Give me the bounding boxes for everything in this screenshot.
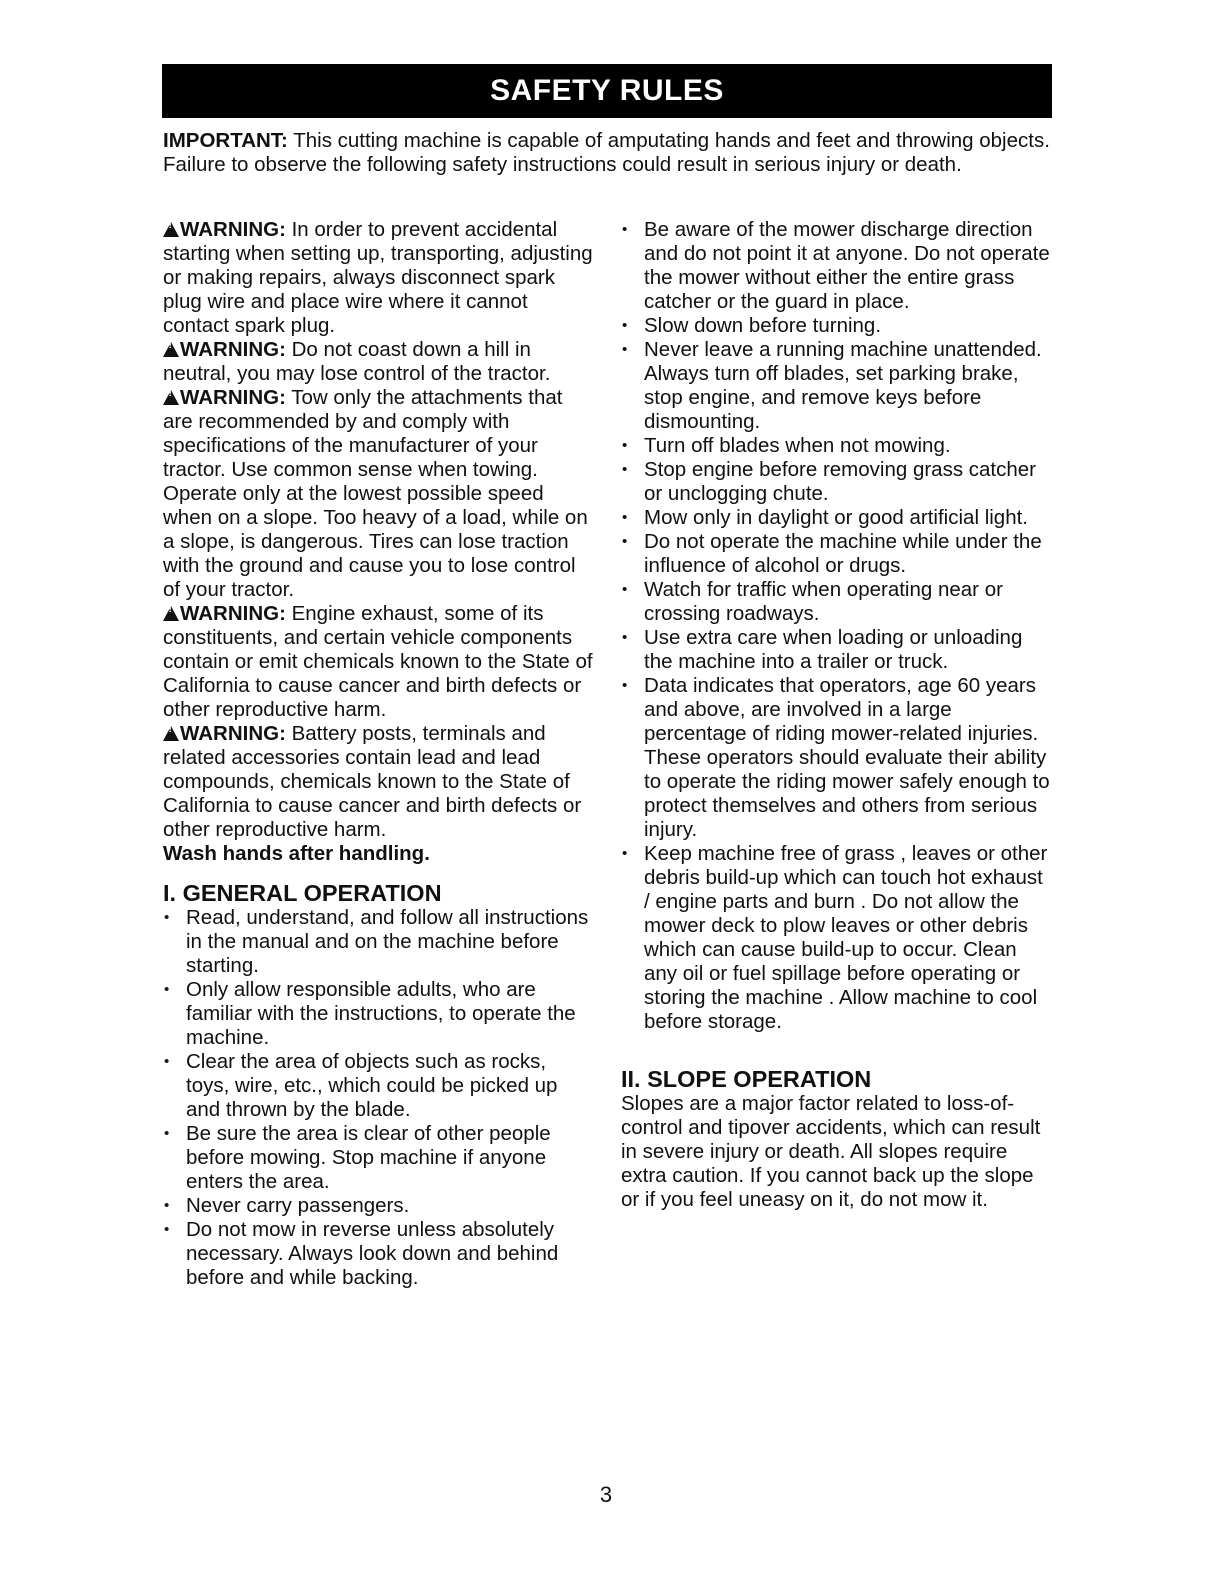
slope-paragraph: Slopes are a major factor related to loss-of-control and tipover accidents, which can result in severe injury or death. All slopes require extra caution. If you cannot back up the slope or if you feel uneasy on it, do not mow it. — [621, 1092, 1041, 1211]
warning-label: WARNING: — [180, 602, 286, 625]
list-item: • Never leave a running machine unattended. Always turn off blades, set parking brake, stop engine, and remove keys before dismounting. — [621, 338, 1053, 434]
list-item: • Do not operate the machine while under the influence of alcohol or drugs. — [621, 530, 1053, 578]
list-item: • Be sure the area is clear of other people before mowing. Stop machine if anyone enters the area. — [163, 1122, 595, 1194]
warning-paragraph — [163, 602, 595, 722]
warning-text: Tow only the attachments that are recommended by and comply with specifications of the manufacturer of your tractor. Use common sense when towing. Operate only at the lowest possible speed when on a slope. Too heavy of a load, while on a slope, is dangerous. Tires can lose traction with the ground and cause you to lose control of your tractor. — [163, 386, 588, 601]
list-item: • Keep machine free of grass , leaves or other debris build-up which can touch hot exhaust / engine parts and burn . Do not allow the mower deck to plow leaves or other debris which can cause build-up to occur. Clean any oil or fuel spillage before operating or storing the machine . Allow machine to cool before storage. — [621, 842, 1053, 1034]
general-operation-list — [163, 906, 595, 1290]
list-item: • Do not mow in reverse unless absolutely necessary. Always look down and behind before and while backing. — [163, 1218, 595, 1290]
page-header — [162, 64, 1052, 118]
warning-text: Battery posts, terminals and related accessories contain lead and lead compounds, chemicals known to the State of California to cause cancer and birth defects or other reproductive harm. — [163, 722, 582, 841]
warning-triangle-icon — [163, 218, 180, 242]
right-column — [621, 218, 1053, 1212]
list-item: • Data indicates that operators, age 60 years and above, are involved in a large percentage of riding mower-related injuries. These operators should evaluate their ability to operate the riding mower safely enough to protect themselves and others from serious injury. — [621, 674, 1053, 842]
warning-paragraph — [163, 338, 595, 386]
warning-label: WARNING: — [180, 386, 286, 409]
left-column — [163, 218, 595, 1290]
warning-label: WARNING: — [180, 338, 286, 361]
page-number: 3 — [599, 1482, 613, 1507]
list-item: • Mow only in daylight or good artificial light. — [621, 506, 1053, 530]
important-label: IMPORTANT: — [163, 129, 288, 152]
warning-triangle-icon — [163, 338, 180, 362]
warning-triangle-icon — [163, 386, 180, 410]
list-item: • Use extra care when loading or unloading the machine into a trailer or truck. — [621, 626, 1053, 674]
list-item: • Turn off blades when not mowing. — [621, 434, 1053, 458]
warning-label: WARNING: — [180, 722, 286, 745]
warning-text: In order to prevent accidental starting when setting up, transporting, adjusting or making repairs, always disconnect spark plug wire and place wire where it cannot contact spark plug. — [163, 218, 593, 337]
warning-paragraph — [163, 218, 595, 338]
list-item: • Read, understand, and follow all instructions in the manual and on the machine before starting. — [163, 906, 595, 978]
list-item: • Only allow responsible adults, who are familiar with the instructions, to operate the machine. — [163, 978, 595, 1050]
warning-text: Do not coast down a hill in neutral, you may lose control of the tractor. — [163, 338, 551, 385]
general-operation-list-continued — [621, 218, 1053, 1034]
wash-hands-note: Wash hands after handling. — [163, 842, 430, 865]
section-title-slope: II. SLOPE OPERATION — [621, 1066, 872, 1092]
list-item: • Watch for traffic when operating near or crossing roadways. — [621, 578, 1053, 626]
warning-text: Engine exhaust, some of its constituents, and certain vehicle components contain or emit chemicals known to the State of California to cause cancer and birth defects or other reproductive harm. — [163, 602, 593, 721]
section-title-general: I. GENERAL OPERATION — [163, 880, 442, 906]
list-item: • Never carry passengers. — [163, 1194, 595, 1218]
list-item: • Be aware of the mower discharge direction and do not point it at anyone. Do not operate the mower without either the entire grass catcher or the guard in place. — [621, 218, 1053, 314]
list-item: • Stop engine before removing grass catcher or unclogging chute. — [621, 458, 1053, 506]
important-text: This cutting machine is capable of amputating hands and feet and throwing objects. Failure to observe the following safety instructions could result in serious injury or death. — [163, 129, 1050, 176]
list-item: • Clear the area of objects such as rocks, toys, wire, etc., which could be picked up and thrown by the blade. — [163, 1050, 595, 1122]
list-item: • Slow down before turning. — [621, 314, 1053, 338]
warning-paragraph — [163, 722, 595, 842]
header-title: SAFETY RULES — [490, 74, 724, 107]
warning-triangle-icon — [163, 602, 180, 626]
warning-paragraph — [163, 386, 595, 602]
important-notice — [163, 129, 1051, 177]
warning-triangle-icon — [163, 722, 180, 746]
warning-label: WARNING: — [180, 218, 286, 241]
